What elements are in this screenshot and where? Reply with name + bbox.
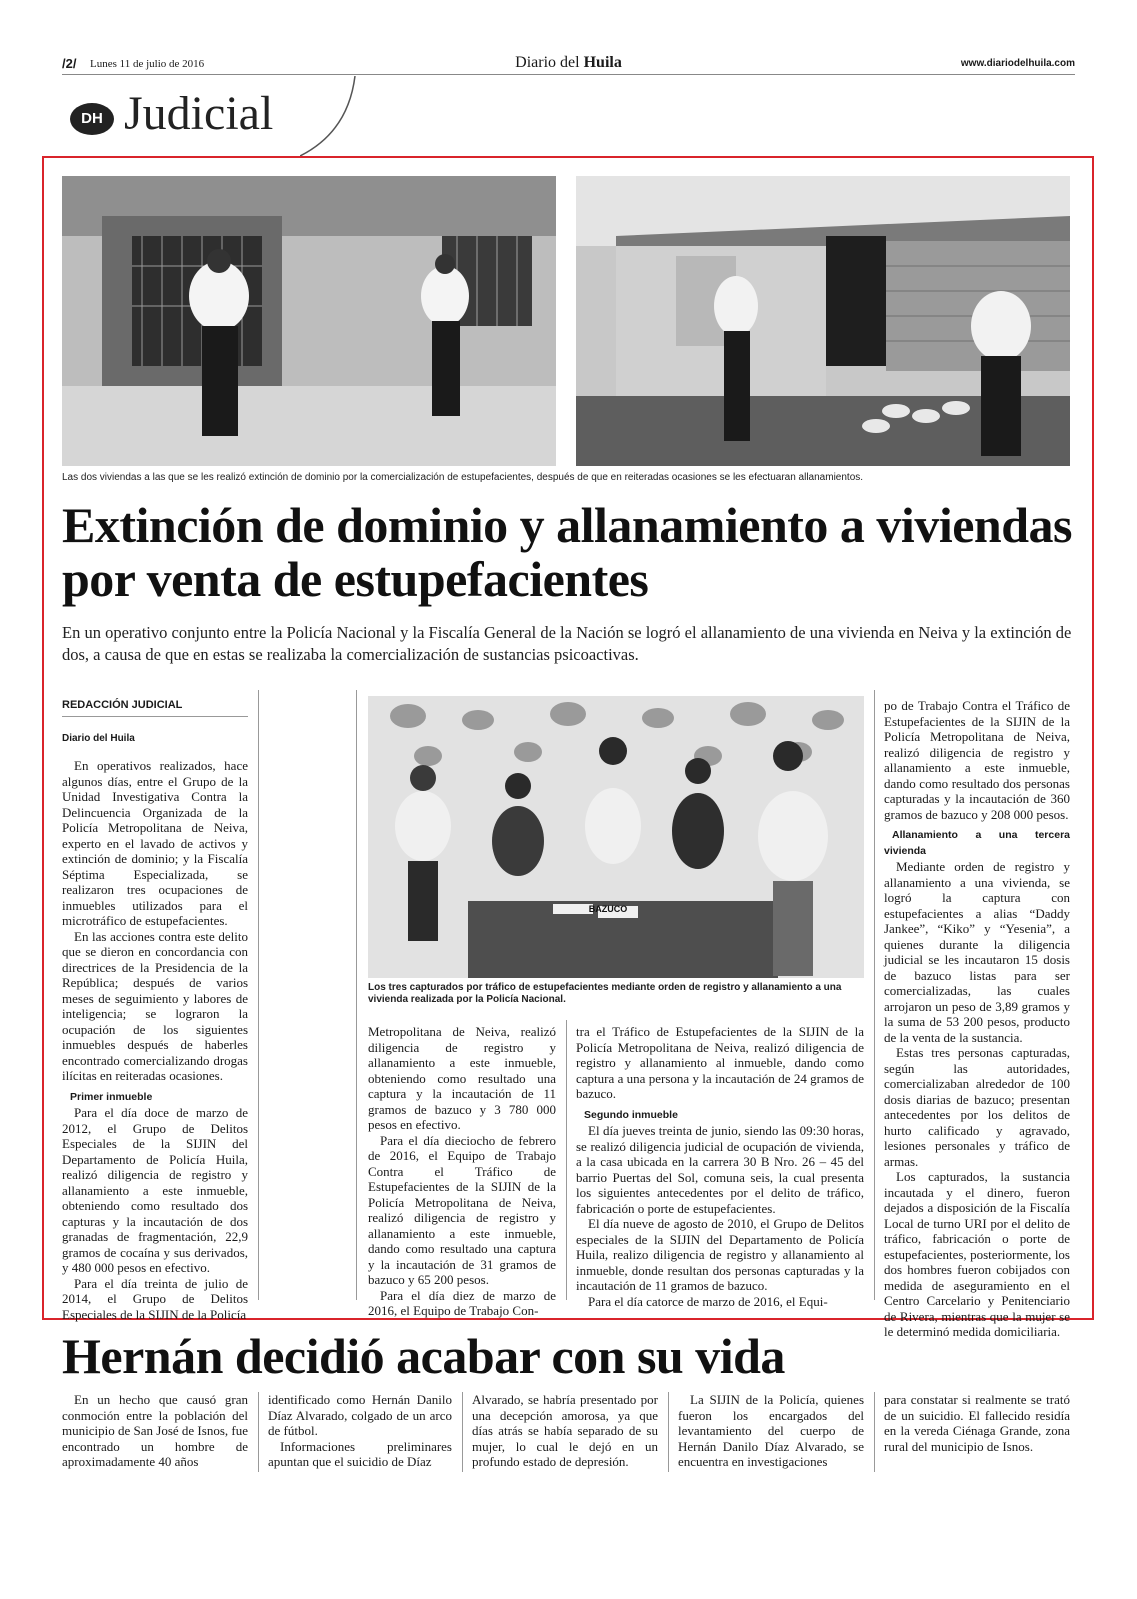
article2-column-1 xyxy=(62,1392,248,1470)
photo-house-2 xyxy=(576,176,1070,466)
paragraph: identificado como Hernán Danilo Díaz Alvarado, colgado de un arco de fútbol. xyxy=(268,1392,452,1438)
paragraph: Para el día dieciocho de febrero de 2016, el Equipo de Trabajo Contra el Tráfico de Estupefacientes de la SIJIN de la Policía Metropolitana de Neiva, realizó diligencia de registro y allanamiento a este inmueble, dando como resultado una captura y la incautación de 31 gramos de bazuco y 65 200 pesos. xyxy=(368,1132,556,1287)
photo-caption-top: Las dos viviendas a las que se les realizó extinción de dominio por la comercialización de estupefacientes, después de que en reiteradas ocasiones se les efectuaran allanamientos. xyxy=(62,472,864,483)
subheading: Allanamiento a una tercera vivienda xyxy=(884,829,1070,857)
paragraph: En un hecho que causó gran conmoción entre la población del municipio de San José de Isnos, fue encontrado un hombre de aproximadamente 40 años xyxy=(62,1392,248,1469)
byline: REDACCIÓN JUDICIAL xyxy=(62,698,248,717)
article2-column-3 xyxy=(472,1392,658,1470)
page-number: /2/ xyxy=(62,56,77,71)
subheading: Primer inmueble xyxy=(70,1090,153,1103)
paragraph: Alvarado, se habría presentado por una decepción amorosa, ya que días atrás se había separado de su mujer, lo cual le dejó en un profundo estado de depresión. xyxy=(472,1392,658,1469)
photo-house-1 xyxy=(62,176,556,466)
article2-headline: Hernán decidió acabar con su vida xyxy=(62,1328,785,1384)
column-divider xyxy=(668,1392,669,1472)
masthead-bold: Huila xyxy=(583,54,622,71)
paragraph: Para el día catorce de marzo de 2016, el Equi- xyxy=(588,1293,828,1309)
column-divider xyxy=(258,1392,259,1472)
photo-caption-captured: Los tres capturados por tráfico de estupefacientes mediante orden de registro y allanamiento a una vivienda realizada por la Policía Nacional. xyxy=(368,982,842,1005)
subheading: Segundo inmueble xyxy=(584,1108,678,1121)
paragraph: Mediante orden de registro y allanamiento a una vivienda, se logró la captura con estupefacientes a alias “Daddy Jankee”, “Kiko” y “Yesenia”, a quienes durante la diligencia judicial se les incautaron 15 dosis de bazuco listas para ser comercializadas, las cuales arrojaron un peso de 3,89 gramos y la suma de 53 200 pesos, producto de la venta de la sustancia. xyxy=(884,859,1070,1045)
article2-column-4 xyxy=(678,1392,864,1470)
photo-captured xyxy=(368,696,864,978)
masthead-light: Diario del xyxy=(515,54,580,71)
paragraph: Para el día diez de marzo de 2016, el Equipo de Trabajo Con- xyxy=(368,1287,556,1318)
section-title: Judicial xyxy=(124,87,274,140)
page-header xyxy=(62,52,1075,75)
paragraph: para constatar si realmente se trató de un suicidio. El fallecido residía en la vereda Ciénaga Grande, zona rural del municipio de Isnos. xyxy=(884,1392,1070,1454)
article-column-3 xyxy=(576,1024,864,1309)
paragraph: En operativos realizados, hace algunos días, entre el Grupo de la Unidad Investigativa Contra la Delincuencia Organizada de la Policía Metropolitana de Neiva, experto en el lavado de activos y extinción de dominio; y la Fiscalía Séptima Especializada, se realizaron tres ocupaciones de inmuebles utilizados para el microtráfico de estupefacientes. xyxy=(62,758,248,928)
article2-column-2 xyxy=(268,1392,452,1470)
paragraph: El día jueves treinta de junio, siendo las 09:30 horas, se realizó diligencia judicial de ocupación de vivienda, a la casa ubicada en la carrera 30 B Nro. 26 – 45 del barrio Puertas del Sol, comuna seis, la cual presenta los siguientes antecedentes por el delito de tráfico, fabricación o porte de estupefacientes. xyxy=(576,1123,864,1216)
issue-date: Lunes 11 de julio de 2016 xyxy=(90,58,205,70)
paragraph: tra el Tráfico de Estupefacientes de la SIJIN de la Policía Metropolitana de Neiva, realizó diligencia de registro y allanamiento al inmueble, dando como captura a una persona y la incautación de 24 gramos de bazuco. xyxy=(576,1024,864,1101)
article-column-4 xyxy=(884,698,1070,1340)
paragraph: Los capturados, la sustancia incautada y el dinero, fueron dejados a disposición de la Fiscalía Local de turno URI por el delito de tráfico, fabricación o porte de estupefacientes, posteriormente, los dos hombres fueron cobijados con medida de aseguramiento en el Centro Carcelario y Penitenciario de Rivera, mientras que la mujer se le determinó medida domiciliaria. xyxy=(884,1169,1070,1339)
paragraph: Metropolitana de Neiva, realizó diligencia de registro y allanamiento a este inmueble, obteniendo como resultado una captura y la incautación de 11 gramos de bazuco y 3 780 000 pesos en efectivo. xyxy=(368,1024,556,1132)
article-lead: En un operativo conjunto entre la Policía Nacional y la Fiscalía General de la Nación se logró el allanamiento de una vivienda en Neiva y la extinción de dos, a causa de que en estas se realizaba la comercialización de sustancias psicoactivas. xyxy=(62,623,1072,664)
paragraph: En las acciones contra este delito que se dieron en concordancia con directrices de la Presidencia de la República; después de varios meses de seguimiento y labores de inteligencia; se lograron la ocupación de los siguientes inmuebles después de haberles encontrado comercializando drogas ilícitas en reiteradas ocasiones. xyxy=(62,928,248,1083)
paragraph: La SIJIN de la Policía, quienes fueron los encargados del levantamiento del cuerpo de Hernán Danilo Díaz Alvarado, se encuentra en investigaciones xyxy=(678,1392,864,1469)
article-column-1 xyxy=(62,698,248,1322)
column-divider xyxy=(874,690,875,1300)
article2-column-5 xyxy=(884,1392,1070,1454)
column-divider xyxy=(874,1392,875,1472)
byline-source: Diario del Huila xyxy=(62,732,135,744)
article-column-2 xyxy=(368,1024,556,1319)
paragraph: Estas tres personas capturadas, según las autoridades, comercializaban alrededor de 100 dosis diarias de bazuco; presentan antecedentes por los delitos de hurto calificado y agravado, lesiones personales y tráfico de armas. xyxy=(884,1045,1070,1169)
swoosh-decoration xyxy=(300,76,360,156)
paragraph: po de Trabajo Contra el Tráfico de Estupefacientes de la SIJIN de la Policía Metropolitana de Neiva, realizó diligencia de registro y allanamiento a este inmueble, dando como resultado dos personas capturadas y la incautación de 360 gramos de bazuco y 208 000 pesos. xyxy=(884,698,1070,822)
column-divider xyxy=(566,1020,567,1300)
column-divider xyxy=(462,1392,463,1472)
site-url[interactable]: www.diariodelhuila.com xyxy=(960,58,1075,69)
photo-label-bazuco: BAZUCO xyxy=(588,904,628,914)
masthead xyxy=(62,54,1075,72)
column-divider xyxy=(356,690,357,1300)
paragraph: Informaciones preliminares apuntan que el suicidio de Díaz xyxy=(268,1438,452,1469)
paragraph: El día nueve de agosto de 2010, el Grupo de Delitos especiales de la SIJIN del Departamento de Policía Huila, realizo diligencia de registro y allanamiento al inmueble, donde resultan dos personas capturadas y la incautación de 11 gramos de bazuco. xyxy=(576,1216,864,1293)
dh-logo: DH xyxy=(70,103,114,135)
paragraph: Para el día doce de marzo de 2012, el Grupo de Delitos Especiales de la SIJIN del Departamento de Policía Huila, realizó diligencia de registro y allanamiento a este inmueble, obteniendo como resultado dos capturas y la incautación de dos granadas de fragmentación, 22,9 gramos de cocaína y sus derivados, y 480 000 pesos en efectivo. xyxy=(62,1105,248,1275)
column-divider xyxy=(258,690,259,1300)
article-headline: Extinción de dominio y allanamiento a viviendas por venta de estupefacientes xyxy=(62,497,1072,607)
paragraph: Para el día treinta de julio de 2014, el Grupo de Delitos Especiales de la SIJIN de la Policía xyxy=(62,1275,248,1322)
